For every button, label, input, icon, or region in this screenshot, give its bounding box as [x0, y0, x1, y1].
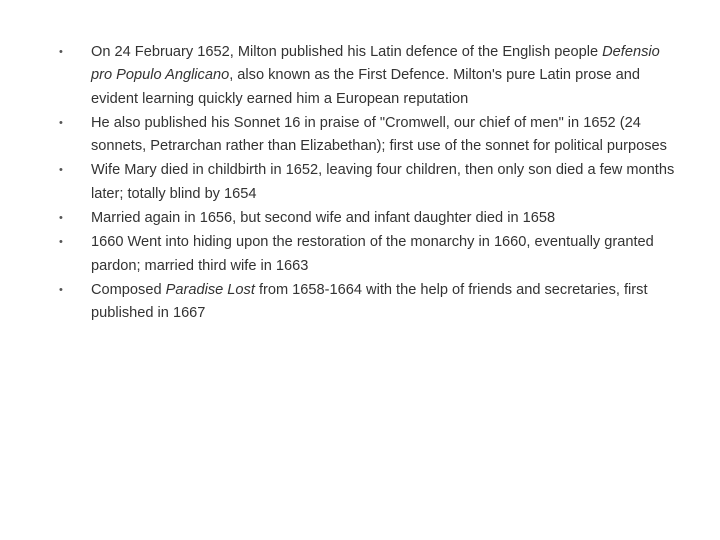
bullet-text-segment: On 24 February 1652, Milton published his Latin defence of the English people [91, 44, 603, 60]
bullet-item [56, 231, 676, 278]
bullet-icon: • [59, 212, 63, 225]
bullet-list [56, 41, 676, 327]
bullet-icon: • [59, 116, 63, 129]
bullet-text-segment: Composed [91, 281, 166, 298]
bullet-icon: • [59, 236, 63, 249]
bullet-text-segment: , also known as the First Defence. Milton's pure Latin prose and evident learning quickly earned him a European reputation [91, 67, 641, 107]
bullet-item [56, 207, 676, 230]
bullet-text-segment: 1660 Went into hiding upon the restoration of the monarchy in 1660, eventually granted pardon; married third wife in 1663 [91, 234, 654, 274]
bullet-icon: • [59, 164, 63, 177]
bullet-text-segment: He also published his Sonnet 16 in praise of "Cromwell, our chief of men" in 1652 (24 sonnets, Petrarchan rather than Elizabethan); first use of the sonnet for political purposes [91, 114, 667, 155]
bullet-item [56, 41, 676, 111]
work-title-italic: Defensio pro Populo Anglicano [91, 44, 660, 84]
bullet-icon: • [59, 283, 63, 296]
bullet-item [56, 159, 676, 206]
bullet-icon: • [59, 46, 63, 58]
bullet-text-segment: from 1658-1664 with the help of friends and secretaries, first published in 1667 [91, 281, 648, 322]
bullet-item [56, 112, 676, 159]
bullet-text-segment: Married again in 1656, but second wife and infant daughter died in 1658 [91, 210, 556, 227]
bullet-item [56, 279, 676, 326]
work-title-italic: Paradise Lost [165, 281, 255, 298]
bullet-text-segment: Wife Mary died in childbirth in 1652, leaving four children, then only son died a few months later; totally blind by 1654 [91, 162, 675, 202]
